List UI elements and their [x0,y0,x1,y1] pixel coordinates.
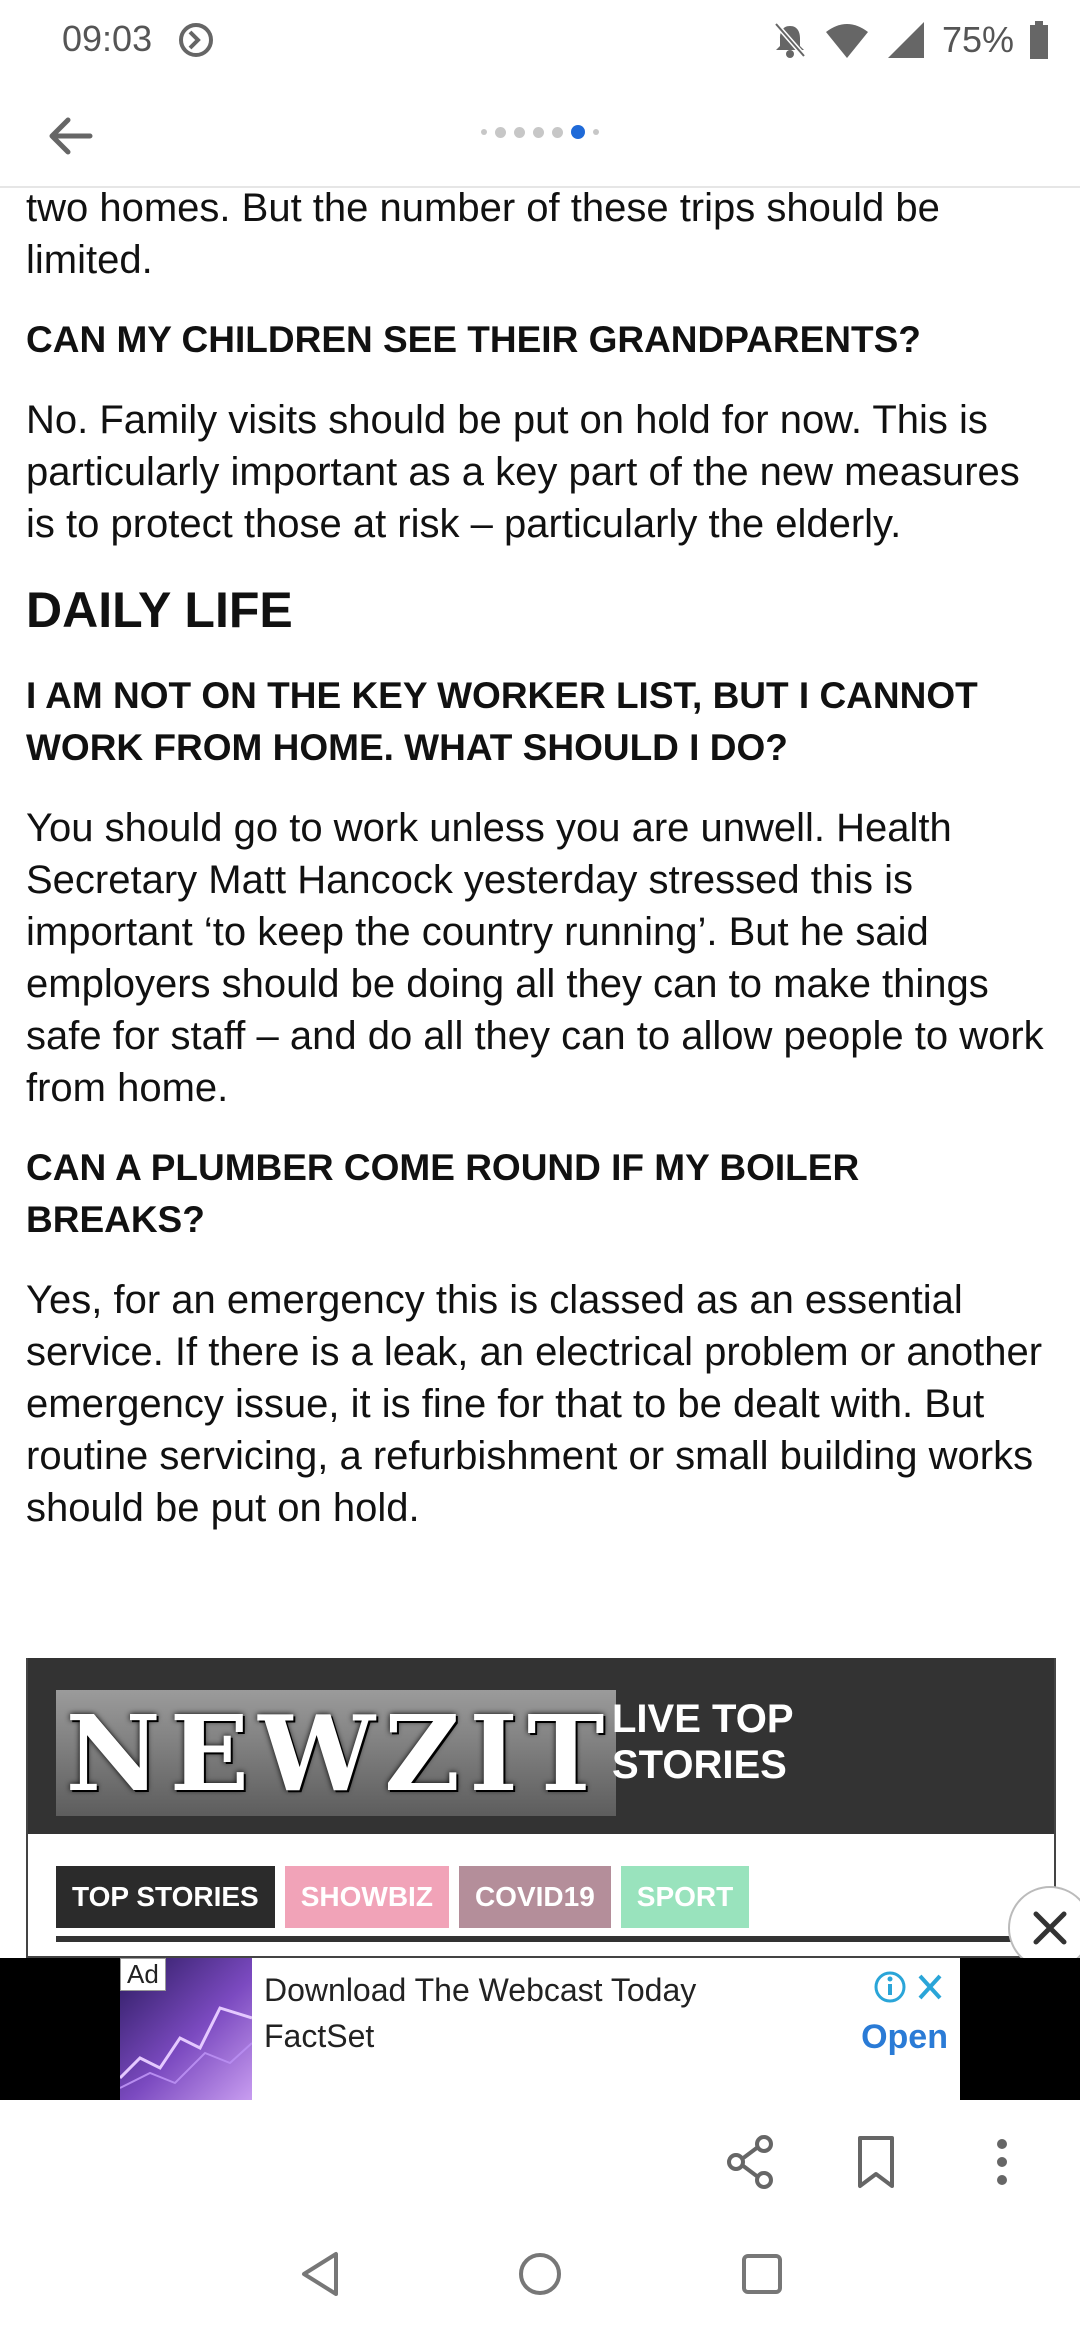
page-dot [552,127,563,138]
ad-info-icon[interactable] [872,1970,908,2004]
newzit-logo-letter: T [526,1691,607,1815]
status-time: 09:03 [62,18,153,59]
section-heading-daily-life: DAILY LIFE [26,582,293,638]
page-dot [481,129,487,135]
newzit-logo-letter: I [469,1691,520,1815]
answer-plumber: Yes, for an emergency this is classed as an essential service. If there is a leak, an electrical problem or another emergency issue, it is fine for that to be dealt with. But routine servicing, a refurbishment or small building works should be put on hold. [26,1278,1043,1530]
close-icon [1010,1888,1080,1968]
tab-showbiz[interactable]: SHOWBIZ [285,1866,449,1928]
share-icon[interactable] [720,2132,780,2192]
ad-advertiser: FactSet [264,2018,375,2054]
newzit-logo-letter: N [65,1691,163,1815]
tab-covid19[interactable]: COVID19 [459,1866,611,1928]
newzit-header [28,1658,1054,1834]
page-dot [593,129,599,135]
question-key-worker: I AM NOT ON THE KEY WORKER LIST, BUT I CANNOT WORK FROM HOME. WHAT SHOULD I DO? [26,675,978,768]
battery-percent: 75% [941,19,1014,60]
answer-grandparents: No. Family visits should be put on hold for now. This is particularly important as a key part of the new measures is to protect those at risk – particularly the elderly. [26,398,1020,546]
back-triangle-icon[interactable] [292,2244,352,2304]
answer-key-worker: You should go to work unless you are unwell. Health Secretary Matt Hancock yesterday stressed this is important ‘to keep the country running’. But he said employers should be doing all they can to make things safe for staff – and do all they can to allow people to work from home. [26,806,1044,1110]
app-icon [176,20,216,60]
paragraph-continued: two homes. But the number of these trips should be limited. [26,186,940,282]
tab-sport[interactable]: SPORT [621,1866,749,1928]
recents-square-icon[interactable] [732,2244,792,2304]
page-dot [514,127,525,138]
ad-title[interactable]: Download The Webcast Today [264,1972,697,2008]
page-dot [533,127,544,138]
back-arrow-icon[interactable] [40,104,104,168]
tab-top-stories[interactable]: TOP STORIES [56,1866,275,1928]
page-dot [571,125,585,139]
tabs-underline [56,1936,1036,1942]
status-bar [0,0,1080,80]
question-grandparents: CAN MY CHILDREN SEE THEIR GRANDPARENTS? [26,319,921,360]
bookmark-icon[interactable] [846,2132,906,2192]
status-icons [770,16,1050,64]
ad-open-button[interactable]: Open [861,2018,948,2056]
article-body [26,182,1046,1534]
battery-icon [1028,20,1050,60]
ad-close-x-icon[interactable] [912,1970,948,2004]
ad-badge: Ad [120,1958,166,1991]
question-plumber: CAN A PLUMBER COME ROUND IF MY BOILER BREAKS? [26,1147,860,1240]
page-indicator [468,124,612,140]
more-vert-icon[interactable] [972,2132,1032,2192]
ad-content[interactable] [120,1958,960,2100]
wifi-icon [824,20,870,60]
page-dot [495,127,506,138]
ad-choices[interactable] [872,1970,948,2004]
ad-banner[interactable] [0,1958,1080,2100]
newzit-logo-letter: E [169,1691,252,1815]
newzit-tabs [56,1866,749,1928]
newzit-tagline: LIVE TOP STORIES [612,1697,793,1787]
newzit-widget [26,1658,1056,1958]
newzit-logo[interactable] [56,1690,616,1816]
home-circle-icon[interactable] [510,2244,570,2304]
signal-icon [884,20,928,60]
newzit-logo-letter: W [258,1691,377,1815]
newzit-logo-letter: Z [384,1691,463,1815]
bottom-action-bar [0,2100,1080,2220]
bell-off-icon [770,20,810,60]
